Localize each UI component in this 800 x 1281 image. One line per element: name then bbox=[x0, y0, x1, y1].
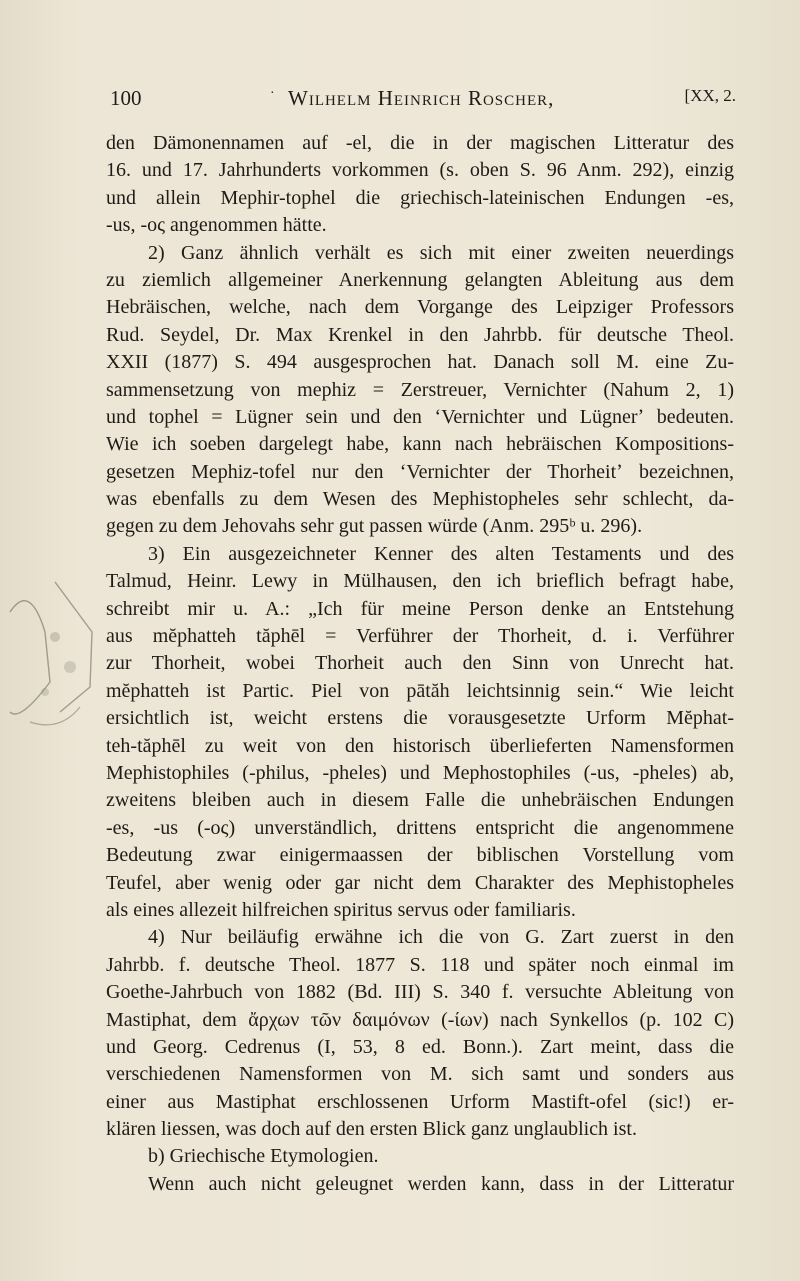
text-line: schreibt mir u. A.: „Ich für meine Person denke an Entstehung bbox=[106, 597, 734, 620]
library-stamp bbox=[0, 572, 100, 742]
text-line: ersichtlich ist, weicht erstens die vorausgesetzte Urform Mĕphat- bbox=[106, 707, 734, 730]
text-line: Wie ich soeben dargelegt habe, kann nach hebräischen Kompositions- bbox=[106, 433, 734, 456]
text-line: Mephistophiles (-philus, -pheles) und Mephostophiles (-us, -pheles) ab, bbox=[106, 761, 734, 784]
text-line: zur Thorheit, wobei Thorheit auch den Sinn von Unrecht hat. bbox=[106, 652, 734, 675]
body-text bbox=[106, 130, 734, 1198]
text-line: zu ziemlich allgemeiner Anerkennung gelangten Ableitung aus dem bbox=[106, 268, 734, 291]
section-reference: [XX, 2. bbox=[684, 86, 736, 105]
text-line: XXII (1877) S. 494 ausgesprochen hat. Danach soll M. eine Zu- bbox=[106, 351, 734, 374]
text-line: Wenn auch nicht geleugnet werden kann, dass in der Litteratur bbox=[148, 1172, 734, 1195]
text-line: 16. und 17. Jahrhunderts vorkommen (s. oben S. 96 Anm. 292), einzig bbox=[106, 159, 734, 182]
text-line: teh-tăphēl zu weit von den historisch überlieferten Namensformen bbox=[106, 734, 734, 757]
text-line: und Georg. Cedrenus (I, 53, 8 ed. Bonn.). Zart meint, dass die bbox=[106, 1035, 734, 1058]
header-mark: · bbox=[270, 86, 275, 101]
running-title: Wilhelm Heinrich Roscher, bbox=[288, 86, 555, 110]
text-line: als eines allezeit hilfreichen spiritus servus oder familiaris. bbox=[106, 898, 576, 921]
running-header bbox=[110, 86, 750, 112]
text-line: zweitens bleiben auch in diesem Falle die unhebräischen Endungen bbox=[106, 789, 734, 812]
text-line: sammensetzung von mephiz = Zerstreuer, Vernichter (Nahum 2, 1) bbox=[106, 378, 734, 401]
text-line: aus mĕphatteh tăphēl = Verführer der Thorheit, d. i. Verführer bbox=[106, 625, 734, 648]
text-line: -us, -ος angenommen hätte. bbox=[106, 214, 327, 237]
text-line: einer aus Mastiphat erschlossenen Urform Mastift-ofel (sic!) er- bbox=[106, 1090, 734, 1113]
text-line: Rud. Seydel, Dr. Max Krenkel in den Jahrbb. für deutsche Theol. bbox=[106, 323, 734, 346]
text-line: Teufel, aber wenig oder gar nicht dem Charakter des Mephistopheles bbox=[106, 871, 734, 894]
text-line: gesetzen Mephiz-tofel nur den ʻVernichter der Thorheitʼ bezeichnen, bbox=[106, 460, 734, 483]
text-line: 4) Nur beiläufig erwähne ich die von G. Zart zuerst in den bbox=[148, 926, 734, 949]
text-line: Bedeutung zwar einigermaassen der biblischen Vorstellung vom bbox=[106, 844, 734, 867]
text-line: klären liessen, was doch auf den ersten Blick ganz unglaublich ist. bbox=[106, 1118, 637, 1141]
text-line: Hebräischen, welche, nach dem Vorgange des Leipziger Professors bbox=[106, 296, 734, 319]
text-line: und tophel = Lügner sein und den ʻVernichter und Lügnerʼ bedeuten. bbox=[106, 405, 734, 428]
text-line: -es, -us (-ος) unverständlich, drittens entspricht die angenommene bbox=[106, 816, 734, 839]
text-line: Mastiphat, dem ἄρχων τῶν δαιμόνων (-ίων) nach Synkellos (p. 102 C) bbox=[106, 1008, 734, 1031]
text-line: verschiedenen Namensformen von M. sich samt und sonders aus bbox=[106, 1063, 734, 1086]
page-number: 100 bbox=[110, 86, 142, 110]
text-line: was ebenfalls zu dem Wesen des Mephistopheles sehr schlecht, da- bbox=[106, 488, 734, 511]
text-line: b) Griechische Etymologien. bbox=[148, 1145, 379, 1168]
text-line: mĕphatteh ist Partic. Piel von pātăh leichtsinnig sein.“ Wie leicht bbox=[106, 679, 734, 702]
text-line: und allein Mephir-tophel die griechisch-lateinischen Endungen -es, bbox=[106, 186, 734, 209]
text-line: 3) Ein ausgezeichneter Kenner des alten Testaments und des bbox=[148, 542, 734, 565]
text-line: Jahrbb. f. deutsche Theol. 1877 S. 118 und später noch einmal im bbox=[106, 953, 734, 976]
text-line: Talmud, Heinr. Lewy in Mülhausen, den ich brieflich befragt habe, bbox=[106, 570, 734, 593]
text-line: Goethe-Jahrbuch von 1882 (Bd. III) S. 340 f. versuchte Ableitung von bbox=[106, 981, 734, 1004]
text-line: gegen zu dem Jehovahs sehr gut passen würde (Anm. 295ᵇ u. 296). bbox=[106, 515, 643, 538]
text-line: 2) Ganz ähnlich verhält es sich mit einer zweiten neuerdings bbox=[148, 241, 734, 264]
text-line: den Dämonennamen auf -el, die in der magischen Litteratur des bbox=[106, 132, 734, 154]
